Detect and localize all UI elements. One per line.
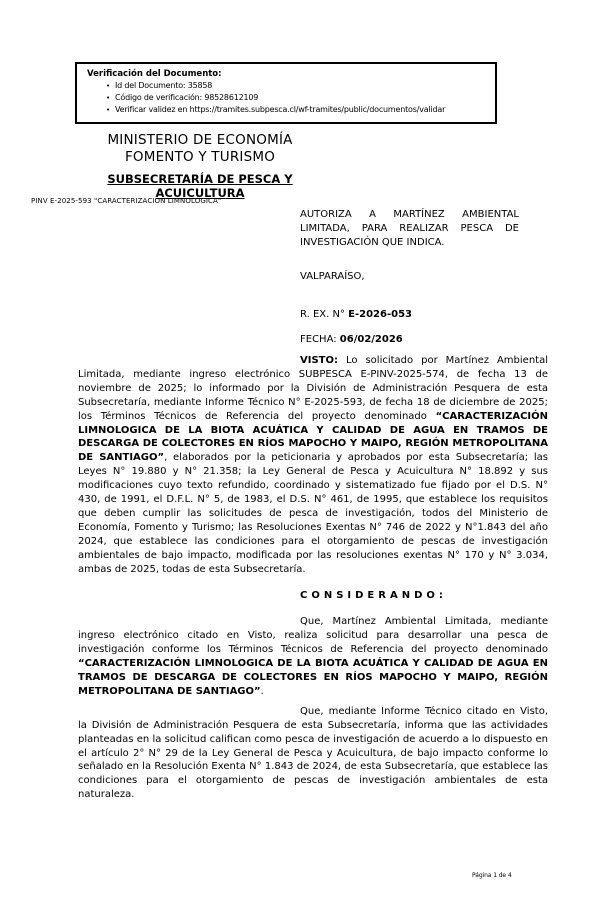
- considerando-p1-text-1: Que, Martínez Ambiental Limitada, mediante ingreso electrónico citado en Visto, realiza solicitud para desarrollar una pesca de investigación conforme los Términos Técnicos de Referencia del proyecto denominado: [78, 616, 548, 656]
- verification-item-url: [87, 104, 491, 116]
- verification-title: Verificación del Documento:: [87, 69, 222, 79]
- visto-text-2: , elaborados por la peticionaria y aprobados por esta Subsecretaría; las Leyes N° 19.880 y N° 21.358; la Ley General de Pesca y Acuicultura N° 18.892 y sus modificaciones cuyo texto refundido, coordinado y sistematizado fue fijado por el D.S. N° 430, de 1991, el D.F.L. N° 5, de 1983, el D.S. N° 461, de 1995, que establece los requisitos que deben cumplir las solicitudes de pesca de investigación, todos del Ministerio de Economía, Fomento y Turismo; las Resoluciones Exentas N° 746 de 2022 y N°1.843 del año 2024, que establece las condiciones para el otorgamiento de pescas de investigación ambientales de bajo impacto, modificada por las resoluciones exentas N° 170 y N° 3.034, ambas de 2025, todas de esta Subsecretaría.: [78, 452, 548, 575]
- resolution-date-line: [300, 333, 519, 347]
- resolution-date-value: 06/02/2026: [339, 333, 403, 345]
- page-number: Página 1 de 4: [472, 872, 512, 879]
- ministry-name-line1: MINISTERIO DE ECONOMÍA: [107, 132, 293, 148]
- subsecretary-name: [52, 172, 348, 200]
- resolution-number-line: [300, 308, 519, 322]
- resolution-header-column: [300, 208, 519, 347]
- considerando-p1-text-2: .: [260, 685, 264, 697]
- resolution-subject: AUTORIZA A MARTÍNEZ AMBIENTAL LIMITADA, PARA REALIZAR PESCA DE INVESTIGACIÓN QUE INDICA.: [300, 209, 519, 248]
- resolution-body: [78, 354, 548, 802]
- project-reference: PINV E-2025-593 "CARACTERIZACIÓN LIMNOLÓGICA": [31, 197, 222, 205]
- resolution-number-label: R. EX. N°: [300, 309, 349, 321]
- subsecretary-name-line2: ACUICULTURA: [155, 186, 245, 200]
- verification-url-text: Verificar validez en https://tramites.subpesca.cl/wf-tramites/public/documentos/validar: [115, 105, 446, 114]
- visto-paragraph: [78, 354, 548, 577]
- verification-box: [75, 62, 497, 124]
- verification-item-doc-id: [87, 80, 491, 92]
- bullet-icon: •: [106, 106, 110, 114]
- verification-doc-id-text: Id del Documento: 35858: [115, 81, 213, 90]
- bullet-icon: •: [106, 94, 110, 102]
- visto-text-1: Lo solicitado por Martínez Ambiental Limitada, mediante ingreso electrónico SUBPESCA E-PINV-2025-574, de fecha 13 de noviembre de 2025; lo informado por la División de Administración Pesquera de esta Subsecretaría, mediante Informe Técnico N° E-2025-593, de fecha 18 de diciembre de 2025; los Términos Técnicos de Referencia del proyecto denominado: [78, 355, 548, 422]
- verification-item-code: [87, 92, 491, 104]
- bullet-icon: •: [106, 82, 110, 90]
- ministry-name-line2: FOMENTO Y TURISMO: [124, 148, 276, 165]
- resolution-number-value: E-2026-053: [348, 309, 412, 321]
- letterhead: [52, 132, 348, 200]
- considerando-paragraph-1: [78, 615, 548, 698]
- considerando-p1-project-title: “CARACTERIZACIÓN LIMNOLOGICA DE LA BIOTA ACUÁTICA Y CALIDAD DE AGUA EN TRAMOS DE DESCARGA DE COLECTORES EN RÍOS MAPOCHO Y MAIPO, REGIÓN METROPOLITANA DE SANTIAGO”: [78, 658, 548, 697]
- resolution-date-label: FECHA:: [300, 333, 340, 345]
- considerando-heading: CONSIDERANDO:: [300, 589, 447, 601]
- subsecretary-name-line1: SUBSECRETARÍA DE PESCA Y: [107, 172, 293, 186]
- resolution-city: VALPARAÍSO,: [300, 271, 365, 283]
- verification-code-text: Código de verificación: 98528612109: [115, 93, 259, 102]
- considerando-paragraph-2: Que, mediante Informe Técnico citado en Visto, la División de Administración Pesquera de esta Subsecretaría, informa que las actividades planteadas en la solicitud califican como pesca de investigación de acuerdo a lo dispuesto en el artículo 2° N° 29 de la Ley General de Pesca y Acuicultura, de bajo impacto conforme lo señalado en la Resolución Exenta N° 1.843 de 2024, de esta Subsecretaría, que establece las condiciones para el otorgamiento de pescas de investigación ambientales de esta naturaleza.: [78, 705, 548, 801]
- visto-lead: VISTO:: [300, 355, 338, 366]
- visto-project-title: “CARACTERIZACIÓN LIMNOLOGICA DE LA BIOTA ACUÁTICA Y CALIDAD DE AGUA EN TRAMOS DE DESCARGA DE COLECTORES EN RÍOS MAPOCHO Y MAIPO, REGIÓN METROPOLITANA DE SANTIAGO”: [78, 410, 548, 464]
